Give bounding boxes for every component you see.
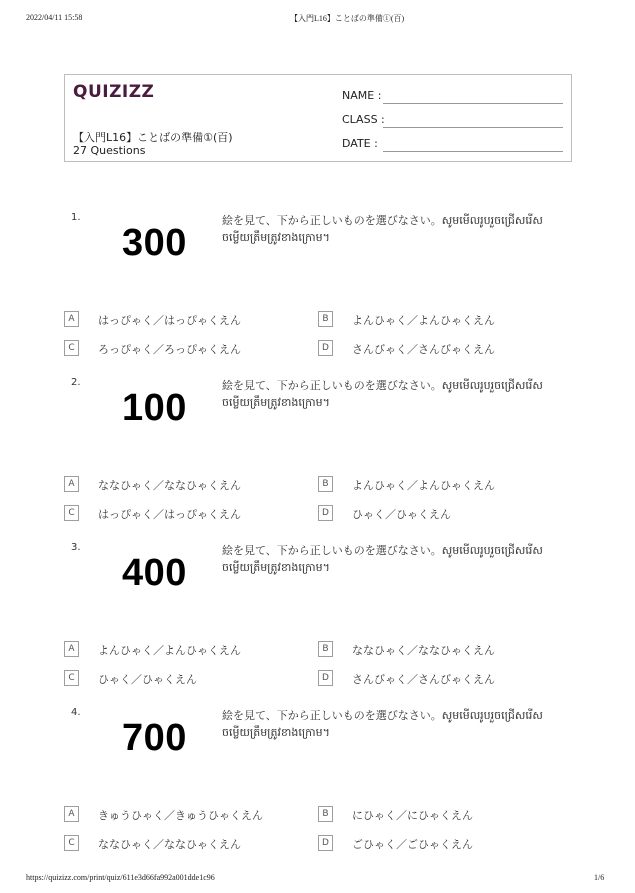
option-text: よんひゃく／よんひゃくえん xyxy=(98,644,241,657)
option-text: はっぴゃく／はっぴゃくえん xyxy=(98,314,241,327)
question-prompt: 絵を見て、下から正しいものを選びなさい。សូមមើលរូបរួចជ្រើសរើសចម្លើយត្រឹមត្រូវខាងក្រោម។ xyxy=(222,709,543,739)
name-label: NAME : xyxy=(342,89,382,102)
option-letter: D xyxy=(318,835,333,851)
option-letter: A xyxy=(64,476,79,492)
question-1 xyxy=(0,212,635,377)
question-figure: 100 xyxy=(122,387,187,429)
question-number: 3. xyxy=(71,542,81,553)
option-letter: A xyxy=(64,641,79,657)
option-text: さんびゃく／さんびゃくえん xyxy=(352,343,495,356)
option-letter: D xyxy=(318,340,333,356)
option-text: ななひゃく／ななひゃくえん xyxy=(98,838,241,851)
option-text: ななひゃく／ななひゃくえん xyxy=(98,479,241,492)
question-figure: 300 xyxy=(122,222,187,264)
question-number: 2. xyxy=(71,377,81,388)
option-letter: B xyxy=(318,641,333,657)
option-text: よんひゃく／よんひゃくえん xyxy=(352,479,495,492)
option-letter: A xyxy=(64,311,79,327)
option-letter: B xyxy=(318,311,333,327)
print-url: https://quizizz.com/print/quiz/611e3d66fa992a001dde1c96 xyxy=(26,873,215,882)
option-text: ひゃく／ひゃくえん xyxy=(352,508,451,521)
option-text: はっぴゃく／はっぴゃくえん xyxy=(98,508,241,521)
option-text: にひゃく／にひゃくえん xyxy=(352,809,473,822)
quiz-header-box xyxy=(64,74,572,162)
question-prompt: 絵を見て、下から正しいものを選びなさい。សូមមើលរូបរួចជ្រើសរើសចម្លើយត្រឹមត្រូវខាងក្រោម។ xyxy=(222,544,543,574)
option-letter: B xyxy=(318,806,333,822)
option-text: さんびゃく／さんびゃくえん xyxy=(352,673,495,686)
question-figure: 700 xyxy=(122,717,187,759)
question-3 xyxy=(0,542,635,707)
question-prompt: 絵を見て、下から正しいものを選びなさい。សូមមើលរូបរួចជ្រើសរើសចម្លើយត្រឹមត្រូវខាងក្រោម។ xyxy=(222,214,543,244)
option-text: よんひゃく／よんひゃくえん xyxy=(352,314,495,327)
date-label: DATE : xyxy=(342,137,378,150)
option-text: ひゃく／ひゃくえん xyxy=(98,673,197,686)
option-text: ろっぴゃく／ろっぴゃくえん xyxy=(98,343,241,356)
question-figure: 400 xyxy=(122,552,187,594)
class-label: CLASS : xyxy=(342,113,385,126)
option-letter: C xyxy=(64,505,79,521)
question-prompt: 絵を見て、下から正しいものを選びなさい。សូមមើលរូបរួចជ្រើសរើសចម្លើយត្រឹមត្រូវខាងក្រោម។ xyxy=(222,379,543,409)
question-number: 1. xyxy=(71,212,81,223)
print-datetime: 2022/04/11 15:58 xyxy=(26,13,83,22)
print-doc-title: 【入門L16】ことばの準備①(百) xyxy=(290,14,405,23)
option-text: ごひゃく／ごひゃくえん xyxy=(352,838,473,851)
option-text: ななひゃく／ななひゃくえん xyxy=(352,644,495,657)
option-text: きゅうひゃく／きゅうひゃくえん xyxy=(98,809,263,822)
option-letter: D xyxy=(318,505,333,521)
class-line xyxy=(383,127,563,128)
print-page-number: 1/6 xyxy=(594,873,605,882)
option-letter: C xyxy=(64,340,79,356)
question-count: 27 Questions xyxy=(73,144,146,157)
date-line xyxy=(383,151,563,152)
question-number: 4. xyxy=(71,707,81,718)
quizizz-logo: QUIZIZZ xyxy=(73,82,155,102)
option-letter: A xyxy=(64,806,79,822)
option-letter: C xyxy=(64,835,79,851)
question-4 xyxy=(0,707,635,872)
quiz-title: 【入門L16】ことばの準備①(百) xyxy=(73,131,233,144)
option-letter: D xyxy=(318,670,333,686)
option-letter: B xyxy=(318,476,333,492)
option-letter: C xyxy=(64,670,79,686)
name-line xyxy=(383,103,563,104)
question-2 xyxy=(0,377,635,542)
